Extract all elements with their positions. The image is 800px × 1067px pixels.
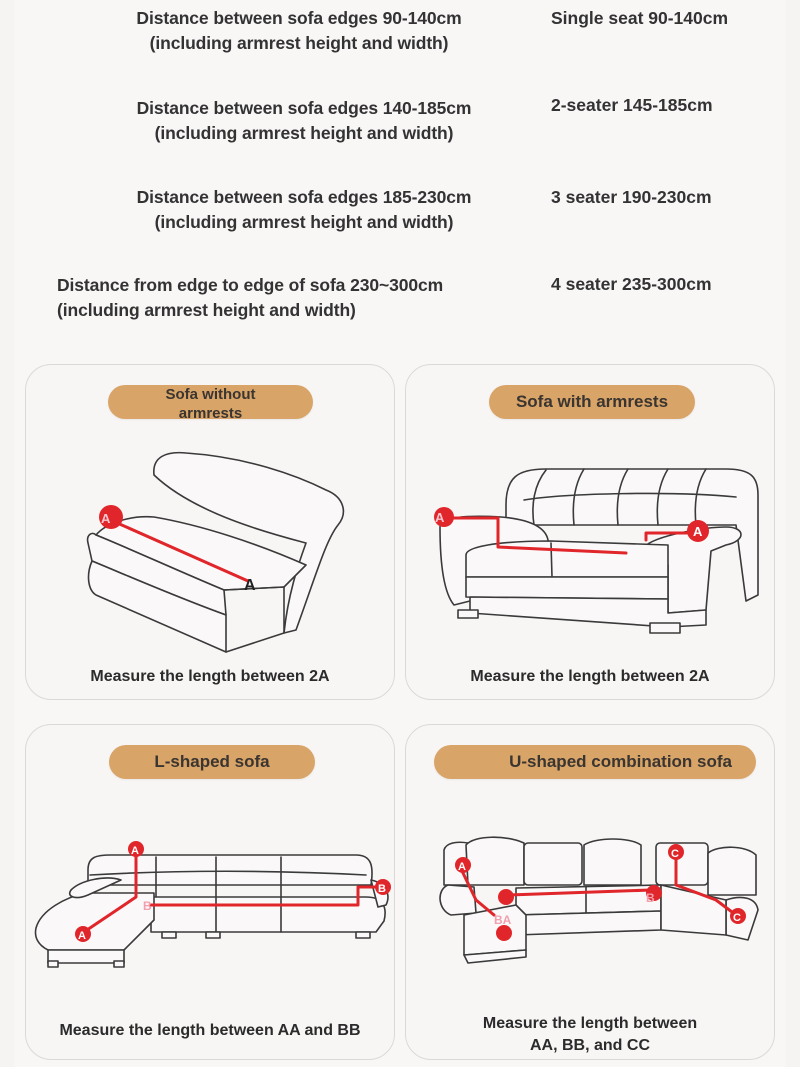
card-title-line2: armrests bbox=[178, 405, 243, 422]
card-caption: Measure the length between AA and BB bbox=[59, 1022, 361, 1039]
card-sofa-without-armrests bbox=[25, 364, 395, 700]
card-caption bbox=[406, 1013, 774, 1057]
size-description-line2: (including armrest height and width) bbox=[149, 33, 449, 53]
card-title-pill: Sofa with armrests bbox=[489, 385, 695, 419]
card-sofa-with-armrests bbox=[405, 364, 775, 700]
u-shaped-sofa-icon bbox=[406, 725, 776, 1061]
card-l-shaped-sofa bbox=[25, 724, 395, 1060]
svg-text:A: A bbox=[458, 861, 466, 873]
size-description bbox=[106, 6, 492, 56]
card-caption-line1: Measure the length between bbox=[482, 1015, 698, 1032]
svg-text:A: A bbox=[244, 577, 256, 594]
card-caption-line2: AA, BB, and CC bbox=[530, 1037, 650, 1054]
seat-label: 2-seater 145-185cm bbox=[551, 95, 713, 115]
size-description-line1: Distance between sofa edges 185-230cm bbox=[136, 187, 472, 207]
armrest-sofa-icon bbox=[406, 365, 776, 701]
svg-text:BA: BA bbox=[494, 913, 512, 927]
card-u-shaped-sofa bbox=[405, 724, 775, 1060]
seat-label: 4 seater 235-300cm bbox=[551, 274, 712, 294]
svg-text:A: A bbox=[131, 845, 139, 857]
svg-text:C: C bbox=[733, 912, 741, 924]
card-caption: Measure the length between 2A bbox=[470, 668, 710, 685]
svg-text:A: A bbox=[78, 930, 86, 942]
card-title-pill: U-shaped combination sofa bbox=[434, 745, 756, 779]
seat-label: Single seat 90-140cm bbox=[551, 8, 729, 28]
seat-label: 3 seater 190-230cm bbox=[551, 187, 712, 207]
size-description-line2: (including armrest height and width) bbox=[57, 300, 356, 320]
size-description bbox=[106, 96, 502, 146]
card-title-line1: Sofa without bbox=[165, 386, 256, 403]
svg-text:A: A bbox=[435, 510, 445, 525]
card-title-pill: L-shaped sofa bbox=[109, 745, 315, 779]
size-description-line1: Distance between sofa edges 90-140cm bbox=[136, 8, 462, 28]
svg-text:C: C bbox=[671, 848, 679, 860]
size-description bbox=[57, 273, 443, 323]
svg-text:B: B bbox=[378, 883, 386, 895]
size-description-line2: (including armrest height and width) bbox=[154, 123, 454, 143]
svg-text:B: B bbox=[646, 891, 655, 905]
armless-sofa-icon bbox=[26, 365, 396, 701]
svg-text:A: A bbox=[693, 524, 703, 539]
size-description-line1: Distance between sofa edges 140-185cm bbox=[136, 98, 472, 118]
size-description-line2: (including armrest height and width) bbox=[154, 212, 454, 232]
size-description-line1: Distance from edge to edge of sofa 230~300cm bbox=[57, 275, 444, 295]
svg-text:B: B bbox=[143, 899, 152, 913]
l-shaped-sofa-icon bbox=[26, 725, 396, 1061]
size-description bbox=[106, 185, 502, 235]
svg-text:A: A bbox=[101, 511, 111, 526]
card-caption: Measure the length between 2A bbox=[90, 668, 330, 685]
